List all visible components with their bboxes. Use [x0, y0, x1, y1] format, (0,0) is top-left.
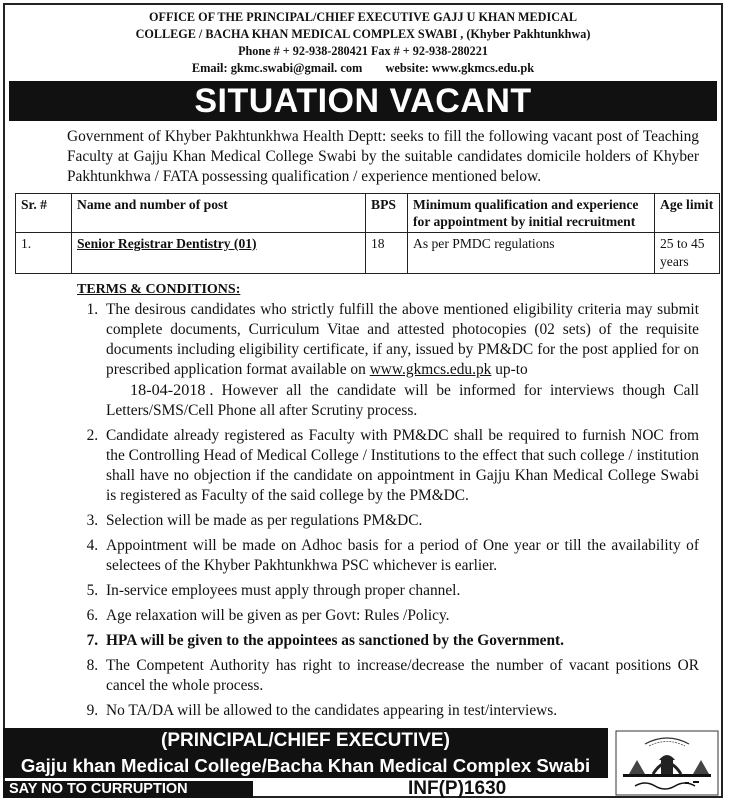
post-name: Senior Registrar Dentistry (01) [77, 236, 257, 251]
cell-post-name [72, 233, 366, 274]
col-sr: Sr. # [16, 194, 72, 233]
website-link[interactable]: www.gkmcs.edu.pk [369, 361, 492, 378]
inf-number: INF(P)1630 [408, 778, 507, 799]
header-contacts [5, 60, 721, 77]
cell-bps: 18 [366, 233, 408, 274]
footer [3, 728, 723, 798]
intro-paragraph: Government of Khyber Pakhtunkhwa Health Deptt: seeks to fill the following vacant post of Teaching Faculty at Gajju Khan Medical College Swabi by the suitable candidates domicile holders of Khyber Pakhtunkhwa / FATA possessing qualification / experience mentioned below. [67, 128, 699, 185]
col-bps: BPS [366, 194, 408, 233]
situation-vacant-banner: SITUATION VACANT [9, 81, 717, 121]
term-item: 2. Candidate already registered as Faculty with PM&DC shall be required to furnish NOC from the Controlling Head of Medical College / Institutions to the effect that such college / institution shall have no objection if the candidate on appointment in Gajju Khan Medical College Swabi is registered as Faculty of the said college by the PM&DC. [102, 426, 699, 506]
term-item: 9. No TA/DA will be allowed to the candidates appearing in test/interviews. [102, 701, 699, 721]
col-post-name: Name and number of post [72, 194, 366, 233]
slogan-banner: SAY NO TO CURRUPTION [3, 781, 253, 798]
header-email: Email: gkmc.swabi@gmail. com [191, 61, 363, 75]
advertisement-page [3, 3, 723, 798]
col-qualification: Minimum qualification and experience for appointment by initial recruitment [408, 194, 655, 233]
term-item: 8. The Competent Authority has right to increase/decrease the number of vacant positions OR cancel the whole process. [102, 656, 699, 696]
table-row [16, 233, 720, 274]
header-phone: Phone # + 92-938-280421 Fax # + 92-938-280221 [238, 44, 488, 58]
term-1-tail: . However all the candidate will be informed for interviews though Call Letters/SMS/Cell Phone all after Scrutiny process. [106, 382, 699, 419]
cell-qualification: As per PMDC regulations [408, 233, 655, 274]
signatory-title: (PRINCIPAL/CHIEF EXECUTIVE) [3, 728, 608, 753]
table-header-row [16, 194, 720, 233]
term-1-upto: up-to [495, 361, 528, 378]
terms-title: TERMS & CONDITIONS: [77, 282, 241, 297]
cell-age-limit: 25 to 45 years [655, 233, 720, 274]
office-header [5, 5, 721, 77]
header-line-1: OFFICE OF THE PRINCIPAL/CHIEF EXECUTIVE GAJJ U KHAN MEDICAL [149, 10, 577, 24]
col-age-limit: Age limit [655, 194, 720, 233]
government-emblem-logo-icon [615, 730, 719, 796]
institution-name: Gajju khan Medical College/Bacha Khan Medical Complex Swabi [3, 753, 608, 778]
term-item [102, 300, 699, 421]
term-item: 7. HPA will be given to the appointees as sanctioned by the Government. [102, 631, 699, 651]
term-item: 3. Selection will be made as per regulations PM&DC. [102, 511, 699, 531]
deadline-date: 18-04-2018 [130, 381, 206, 399]
header-website: website: www.gkmcs.edu.pk [385, 61, 535, 75]
term-item: 4. Appointment will be made on Adhoc basis for a period of One year or till the availability of selectees of the Khyber Pakhtunkhwa PSC whichever is earlier. [102, 536, 699, 576]
cell-sr: 1. [16, 233, 72, 274]
term-1-text: The desirous candidates who strictly fulfill the above mentioned eligibility criteria may submit complete documents, Curriculum Vitae and attested photocopies (02 sets) of the requisite documents including eligibility certificate, if any, issued by PM&DC for the post applied for on prescribed application format available on [106, 301, 699, 378]
term-item: 5. In-service employees must apply through proper channel. [102, 581, 699, 601]
terms-list [5, 300, 699, 721]
term-item: 6. Age relaxation will be given as per Govt: Rules /Policy. [102, 606, 699, 626]
header-line-2: COLLEGE / BACHA KHAN MEDICAL COMPLEX SWABI , (Khyber Pakhtunkhwa) [135, 27, 591, 41]
vacancy-table [15, 193, 720, 274]
